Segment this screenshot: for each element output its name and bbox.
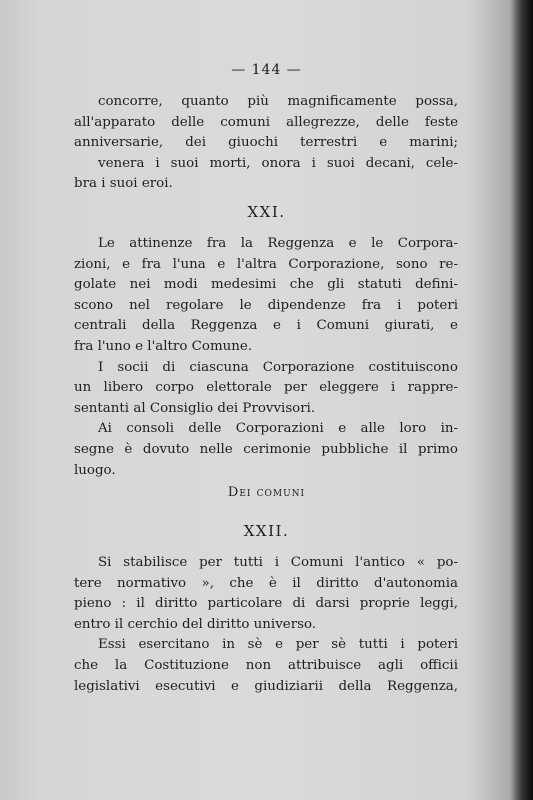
- text-line: fra l'uno e l'altro Comune.: [74, 338, 253, 354]
- paragraph-3: [74, 553, 458, 697]
- text-line: all'apparato delle comuni allegrezze, delle feste: [74, 114, 458, 130]
- text-line: centrali della Reggenza e i Comuni giurati, e: [74, 318, 458, 334]
- text-line: I socii di ciascuna Corporazione costituiscono: [98, 359, 458, 375]
- text-line: legislativi esecutivi e giudiziarii della Reggenza,: [74, 678, 458, 694]
- book-spine-shadow: [509, 0, 533, 800]
- text-line: anniversarie, dei giuochi terrestri e marini;: [74, 135, 458, 151]
- text-line: Ai consoli delle Corporazioni e alle loro in-: [98, 421, 458, 437]
- text-line: segne è dovuto nelle cerimonie pubbliche il primo: [74, 441, 458, 457]
- text-line: golate nei modi medesimi che gli statuti defini-: [74, 277, 458, 293]
- text-line: un libero corpo elettorale per eleggere i rappre-: [74, 380, 458, 396]
- text-line: tere normativo », che è il diritto d'autonomia: [74, 575, 458, 591]
- text-line: bra i suoi eroi.: [74, 176, 173, 192]
- text-line: che la Costituzione non attribuisce agli officii: [74, 657, 458, 673]
- text-line: Si stabilisce per tutti i Comuni l'antico « po-: [98, 555, 458, 570]
- text-line: Essi esercitano in sè e per sè tutti i poteri: [98, 637, 458, 653]
- text-line: zioni, e fra l'una e l'altra Corporazione, sono re-: [74, 256, 458, 272]
- text-line: pieno : il diritto particolare di darsi proprie leggi,: [74, 596, 458, 612]
- text-line: entro il cerchio del diritto universo.: [74, 616, 317, 632]
- paragraph-2: [74, 234, 458, 481]
- page-number: — 144 —: [231, 62, 302, 78]
- section-heading-xxi: XXI.: [247, 203, 286, 221]
- text-line: luogo.: [74, 462, 116, 478]
- text-line: concorre, quanto più magnificamente possa,: [98, 94, 458, 109]
- section-heading-xxii: XXII.: [243, 522, 290, 540]
- text-line: scono nel regolare le dipendenze fra i poteri: [74, 297, 458, 313]
- text-line: venera i suoi morti, onora i suoi decani, cele-: [98, 155, 458, 171]
- text-line: sentanti al Consiglio dei Provvisori.: [74, 400, 316, 416]
- section-title-comuni: Dei comuni: [227, 485, 306, 500]
- paragraph-1: [74, 92, 458, 195]
- text-line: Le attinenze fra la Reggenza e le Corpora-: [98, 236, 458, 251]
